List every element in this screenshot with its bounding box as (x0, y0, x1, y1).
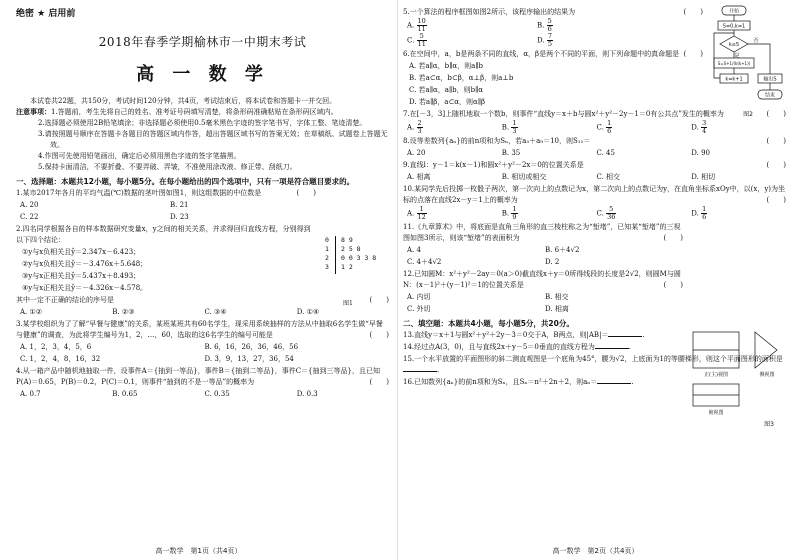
inc-text: k=k+1 (725, 76, 743, 83)
question-text: 6.在空间中，a，b是两条不同的直线，α，β是两个不同的平面，则下列命题中的真命题是 (403, 50, 680, 58)
note-item: 1.答题前，考生先将自己的姓名、准考证号码填写清楚，将条形码准确粘贴在条形码区域内。 (51, 108, 338, 116)
answer-paren: ( ) (683, 8, 703, 16)
question-text: 3.某学校组织为了了解“早餐与健康”的关系，某班某班共有60名学生，现采用系统抽样的方法从中抽取6名学生做“早餐与健康”的调查，为此将学生编号为1，2，…，60，选取的这6名学生的编号可能是 (16, 320, 383, 339)
output-text: 输出S (763, 76, 777, 83)
option: D. ①④ (296, 308, 320, 316)
section-fill-heading: 二、填空题：本题共4小题，每小题5分，共20分。 (403, 319, 574, 328)
options-5 (403, 18, 667, 33)
question-text: 10.某同学先后投掷一枚骰子两次，第一次向上的点数记为x，第二次向上的点数记为y，在直角坐标系xOy中，以(x，y)为坐标的点落在直线2x－y＝1上的概率为 (403, 185, 786, 204)
side-view (755, 332, 777, 368)
options-1b (16, 211, 320, 223)
option: D. 23 (170, 213, 189, 221)
option: D. 90 (691, 149, 710, 157)
stem-value: 1 (325, 245, 329, 253)
question-text: 9.直线l：y－1＝k(x－1)和圆x²＋y²－2x＝0的位置关系是 (403, 161, 584, 169)
answer-blank (403, 371, 437, 372)
question-text: 12.已知圆M：x²＋y²－2ay＝0(a＞0)截直线x＋y＝0所得线段的长度是2√2，则圆M与圆N：(x－1)²＋(y－1)²＝1的位置关系是 (403, 270, 681, 289)
question-16: 16.已知数列{aₙ}的前n项和为Sₙ，且Sₙ＝n²＋2n＋2，则aₙ＝ . (403, 378, 634, 386)
option: C. 1，2，4，8，16，32 (20, 355, 101, 363)
footer-right: 高一数学 第2页（共4页） (552, 547, 639, 555)
question-11 (403, 222, 683, 244)
question-14: 14.经过点A(3，0)，且与直线2x＋y－5＝0垂直的直线方程为 . (403, 343, 632, 351)
end-text: 结束 (764, 92, 776, 99)
answer-paren: ( ) (369, 296, 389, 304)
stem-value: 3 (325, 263, 329, 271)
option: D. 相离 (545, 305, 569, 313)
option: A. 20 (407, 149, 426, 157)
footer-left: 高一数学 第1页（共4页） (155, 547, 242, 555)
option: A. $\frac{1}{12}$ (407, 205, 426, 221)
question-6 (403, 49, 703, 60)
option: C. 4＋4√2 (407, 258, 442, 266)
option: B. 21 (170, 201, 189, 209)
yes-text: 是 (734, 53, 740, 59)
option: B. $\frac{1}{3}$ (501, 119, 517, 135)
question-text: 7.在[－3，3]上随机地取一个数b，则事件“直线y＝x＋b与圆x²＋y²－2y－1＝0有公共点”发生的概率为 (403, 110, 724, 118)
page-2 (397, 0, 794, 560)
leaf-col (341, 236, 376, 272)
option: D. $\frac{1}{6}$ (691, 205, 707, 221)
options-11 (403, 244, 683, 256)
subject-title: 高 一 数 学 (136, 64, 269, 85)
answer-blank (597, 383, 631, 384)
stem-col (325, 236, 329, 272)
options-9 (403, 171, 786, 183)
question-text: 5.一个算法的程序框图如图2所示，该程序输出的结果为 (403, 8, 576, 16)
option: B. 6，16，26，36，46，56 (204, 343, 299, 351)
exam-title: 2018年春季学期榆林市一中期末考试 (98, 35, 307, 49)
question-text: 8.设等差数列{aₙ}的前n项和为Sₙ，若a₃＋a₉＝10，则S₁₁＝ (403, 137, 591, 145)
options-2 (16, 306, 389, 318)
option: B. $\frac{5}{6}$ (537, 17, 552, 33)
options-1 (16, 199, 320, 211)
question-text: 13.直线y＝x＋1与圆x²＋y²＋2y－3＝0交于A，B两点，则|AB|＝ (403, 331, 609, 339)
option: B. 35 (501, 149, 521, 157)
option: D. 3，9，13，27，36，54 (204, 355, 294, 363)
question-4 (16, 366, 389, 388)
no-text: 否 (753, 38, 759, 44)
question-text: 其中一定不正确的结论的序号是 (16, 296, 114, 304)
body-text: S=S+1/(k(k+1)) (717, 61, 751, 66)
stem-leaf-figure (325, 236, 385, 306)
figure-label: 图2 (743, 111, 753, 118)
flowchart-figure (712, 4, 787, 124)
exam-intro: 本试卷共22题，共150分，考试时间120分钟，共4页，考试结束后，将本试卷和答题卡一并交回。 (30, 97, 337, 105)
option: A. 20 (20, 201, 39, 209)
option: B. 相切或相交 (501, 173, 547, 181)
question-text: 1.某市2017年各月的平均气温(℃)数据的茎叶图如图1，则这组数据的中位数是 (16, 189, 262, 197)
conclusion: ①y与x负相关且ŷ＝2.347x－6.423； (22, 248, 141, 256)
option: C. $\frac{1}{6}$ (596, 119, 612, 135)
option: B. 0.65 (112, 390, 138, 398)
question-8 (403, 136, 786, 147)
question-text: 4.从一箱产品中随机地抽取一件，设事件A＝{抽到一等品}，事件B＝{抽到二等品}，事件C＝{抽到三等品}，且已知P(A)＝0.65，P(B)＝0.2，P(C)＝0.1，则事件“抽到的不是一等品”的概率为 (16, 367, 380, 386)
stem-value: 0 (325, 236, 329, 244)
option: A. $\frac{10}{11}$ (407, 17, 426, 33)
option: A. 相离 (407, 173, 431, 181)
option: A. $\frac{2}{3}$ (407, 119, 422, 135)
option: C. 22 (20, 213, 39, 221)
option: C. $\frac{5}{36}$ (596, 205, 616, 221)
option: A. ①② (20, 308, 43, 316)
question-10 (403, 184, 786, 206)
leaf-value: 8 9 (341, 236, 353, 244)
option: D. 相切 (691, 173, 716, 181)
option: C. 0.35 (204, 390, 230, 398)
options-11b (403, 256, 683, 268)
answer-paren: ( ) (683, 50, 703, 58)
question-text: 15.一个水平放置的平面图形的斜二测直观图是一个底角为45°，腰为√2，上底面为1的等腰梯形，则这个平面图形的面积是 (403, 355, 783, 363)
options-12b (403, 303, 683, 315)
leaf-value: 1 2 (341, 263, 353, 271)
option: B. 若a⊂α，b⊂β，α⊥β，则a⊥b (409, 74, 514, 82)
option: B. $\frac{1}{9}$ (501, 205, 517, 221)
options-5b (403, 33, 667, 48)
answer-paren: ( ) (766, 196, 786, 204)
question-12 (403, 269, 683, 291)
option: B. ②③ (112, 308, 135, 316)
figure-label: 图3 (764, 421, 774, 428)
answer-paren: ( ) (766, 161, 786, 169)
conclusion: ②y与x负相关且ŷ＝－3.476x＋5.648； (22, 260, 148, 268)
option: D. 0.3 (296, 390, 318, 398)
start-text: 开始 (728, 8, 740, 15)
question-5 (403, 7, 703, 18)
stem-line (335, 236, 336, 274)
question-2 (16, 224, 316, 246)
question-9 (403, 160, 786, 171)
option: A. 4 (407, 246, 421, 254)
question-text: 14.经过点A(3，0)，且与直线2x＋y－5＝0垂直的直线方程为 (403, 343, 595, 351)
notes (16, 107, 389, 173)
options-12 (403, 291, 683, 303)
front-label: 正(主)视图 (704, 372, 728, 378)
answer-paren: ( ) (369, 378, 389, 386)
option: D. $\frac{3}{4}$ (691, 119, 707, 135)
option: C. 相交 (596, 173, 621, 181)
option: A. 1，2，3，4，5，6 (20, 343, 92, 351)
option: B. 6＋4√2 (545, 246, 580, 254)
answer-paren: ( ) (369, 331, 389, 339)
top-label: 俯视图 (708, 410, 724, 416)
option: A. 0.7 (20, 390, 41, 398)
options-4 (16, 388, 389, 400)
note-item: 2.选择题必须使用2B铅笔填涂；非选择题必须使用0.5毫米黑色字迹的签字笔书写，字体工整、笔迹清楚。 (38, 119, 367, 127)
option: C. ③④ (204, 308, 227, 316)
options-3 (16, 341, 389, 365)
option: A. 若a∥α，b∥α，则a∥b (409, 62, 483, 70)
answer-paren: ( ) (663, 234, 683, 242)
notes-heading: 注意事项： (16, 108, 51, 116)
option: C. $\frac{5}{11}$ (407, 32, 426, 48)
conclusion: ④y与x正相关且ŷ＝－4.326x－4.578。 (22, 284, 148, 292)
three-view-figure (685, 322, 790, 434)
side-label: 侧视图 (759, 372, 775, 378)
option: D. 若a∥β，a⊂α，则α∥β (409, 98, 486, 106)
section-choice-heading: 一、选择题：本题共12小题，每小题5分。在每小题给出的四个选项中，只有一项是符合题目要求的。 (16, 177, 355, 186)
note-item: 4.作图可先使用铅笔画出，确定后必须用黑色字迹的签字笔描黑。 (38, 152, 241, 160)
question-text: 2.四名同学根据各自的样本数据研究变量x，y之间的相关关系，并求得回归直线方程，分别得到以下四个结论： (16, 225, 311, 244)
stem-value: 2 (325, 254, 329, 262)
note-item: 5.保持卡面清洁，不要折叠、不要弄破、弄皱，不准使用涂改液、修正带、刮纸刀。 (38, 163, 297, 171)
figure-label: 图1 (343, 300, 353, 307)
option: B. 相交 (545, 293, 569, 301)
answer-paren: ( ) (766, 110, 786, 118)
question-13: 13.直线y＝x＋1与圆x²＋y²＋2y－3＝0交于A，B两点，则|AB|＝ . (403, 331, 645, 339)
question-15: 15.一个水平放置的平面图形的斜二测直观图是一个底角为45°，腰为√2，上底面为1的等腰梯形，则这个平面图形的面积是. (403, 355, 783, 374)
cond-text: k≤5 (728, 42, 740, 48)
leaf-value: 2 5 8 (341, 245, 361, 253)
conclusion: ③y与x正相关且ŷ＝5.437x＋8.493； (22, 272, 141, 280)
answer-blank (608, 336, 642, 337)
init-text: S=0,k=1 (722, 23, 746, 30)
option: D. $\frac{7}{5}$ (537, 32, 552, 48)
secret-label: 绝密 ★ 启用前 (16, 9, 76, 19)
question-text: 11.《九章算术》中，将底面是直角三角形的直三棱柱称之为“堑堵”，已知某“堑堵”的三视图如图3所示，则该“堑堵”的表面积为 (403, 223, 681, 242)
question-text: 16.已知数列{aₙ}的前n项和为Sₙ，且Sₙ＝n²＋2n＋2，则aₙ＝ (403, 378, 598, 386)
option: A. 内切 (407, 293, 431, 301)
question-3 (16, 319, 389, 341)
option: C. 若a∥α，a∥b，则b∥α (409, 86, 484, 94)
question-1 (16, 188, 316, 199)
options-8 (403, 147, 786, 159)
option: C. 45 (596, 149, 615, 157)
note-item: 3.请按照题号顺序在答题卡各题目的答题区域内作答，超出答题区域书写的答案无效；在草稿纸、试题卷上答题无效。 (38, 130, 388, 149)
leaf-value: 0 0 3 3 8 (341, 254, 377, 262)
option: C. 外切 (407, 305, 431, 313)
answer-paren: ( ) (296, 189, 316, 197)
answer-blank (595, 348, 629, 349)
options-10 (403, 206, 786, 221)
answer-paren: ( ) (663, 281, 683, 289)
answer-paren: ( ) (766, 137, 786, 145)
option: D. 2 (545, 258, 560, 266)
